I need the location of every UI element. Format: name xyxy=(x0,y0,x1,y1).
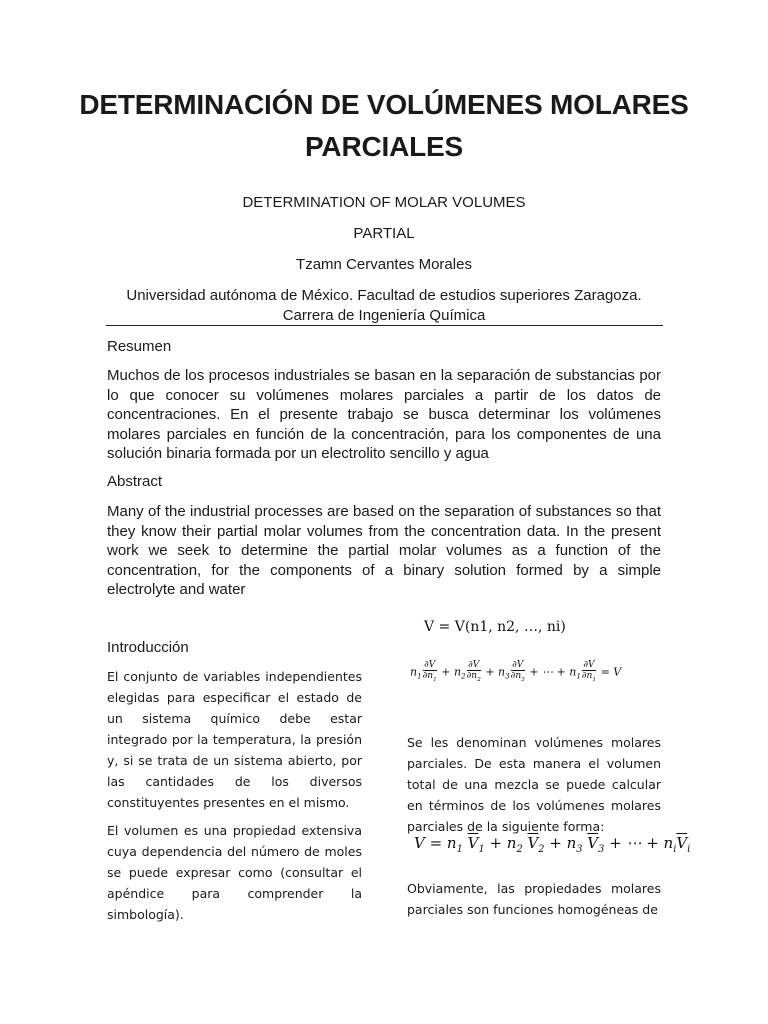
abstract-text: Many of the industrial processes are based on the separation of substances so that they know their partial molar volumes from the concentration data. In the present work we seek to determine the partial molar volumes as a function of the concentration, for the components of a binary solution formed by a simple electrolyte and water xyxy=(107,503,661,599)
right-column-paragraph-2: Obviamente, las propiedades molares parciales son funciones homogéneas de xyxy=(407,881,661,917)
abstract-heading: Abstract xyxy=(107,473,163,490)
introduccion-paragraph-1: El conjunto de variables independientes elegidas para especificar el estado de un sistema químico debe estar integrado por la temperatura, la presión y, si se trata de un sistema abierto, por las cantidades de los diversos constituyentes presentes en el mismo. xyxy=(107,669,362,810)
paper-title: DETERMINACIÓN DE VOLÚMENES MOLARES PARCIALES xyxy=(79,89,689,162)
right-column-paragraph-1: Se les denominan volúmenes molares parciales. De esta manera el volumen total de una mezcla se puede calcular en términos de los volúmenes molares parciales de la siguiente forma: xyxy=(407,735,661,834)
introduccion-paragraph-2: El volumen es una propiedad extensiva cuya dependencia del número de moles se puede expresar como (consultar el apéndice para comprender la simbología). xyxy=(107,823,362,922)
author-name: Tzamn Cervantes Morales xyxy=(296,256,472,273)
english-title-line1: DETERMINATION OF MOLAR VOLUMES xyxy=(242,194,526,211)
resumen-heading: Resumen xyxy=(107,338,172,355)
header-divider xyxy=(106,325,663,326)
affiliation xyxy=(60,286,708,326)
introduccion-heading: Introducción xyxy=(107,639,189,656)
affiliation-line1: Universidad autónoma de México. Facultad de estudios superiores Zaragoza. xyxy=(126,287,642,304)
equation-volume-function: V = V(n1, n2, …, ni) xyxy=(424,619,566,635)
equation-total-volume: $V = n_1$ $\overline{V}_1 + n_2$ $\overline{V}_2 + n_3$ $\overline{V}_3$ + ⋯ + $n_i\overline{V}_i$ xyxy=(414,834,691,855)
resumen-text: Muchos de los procesos industriales se basan en la separación de substancias por lo que conocer su volúmenes molares parciales a partir de los datos de concentraciones. En el presente trabajo se busca determinar los volúmenes molares parciales en función de la concentración, para los componentes de una solución binaria formada por un electrolito sencillo y agua xyxy=(107,367,661,463)
affiliation-line2: Carrera de Ingeniería Química xyxy=(282,307,486,324)
equation-euler-sum: $n_1$ $\frac{\partial V}{\partial n_1}$ + $n_2$ $\frac{\partial V}{\partial n_2}$ + $n_3$ $\frac{\partial V}{\partial n_3}$ + ⋯ + $n_1$ $\frac{\partial V}{\partial n_1}$ = V xyxy=(410,660,622,683)
english-title-line2: PARTIAL xyxy=(353,225,415,242)
